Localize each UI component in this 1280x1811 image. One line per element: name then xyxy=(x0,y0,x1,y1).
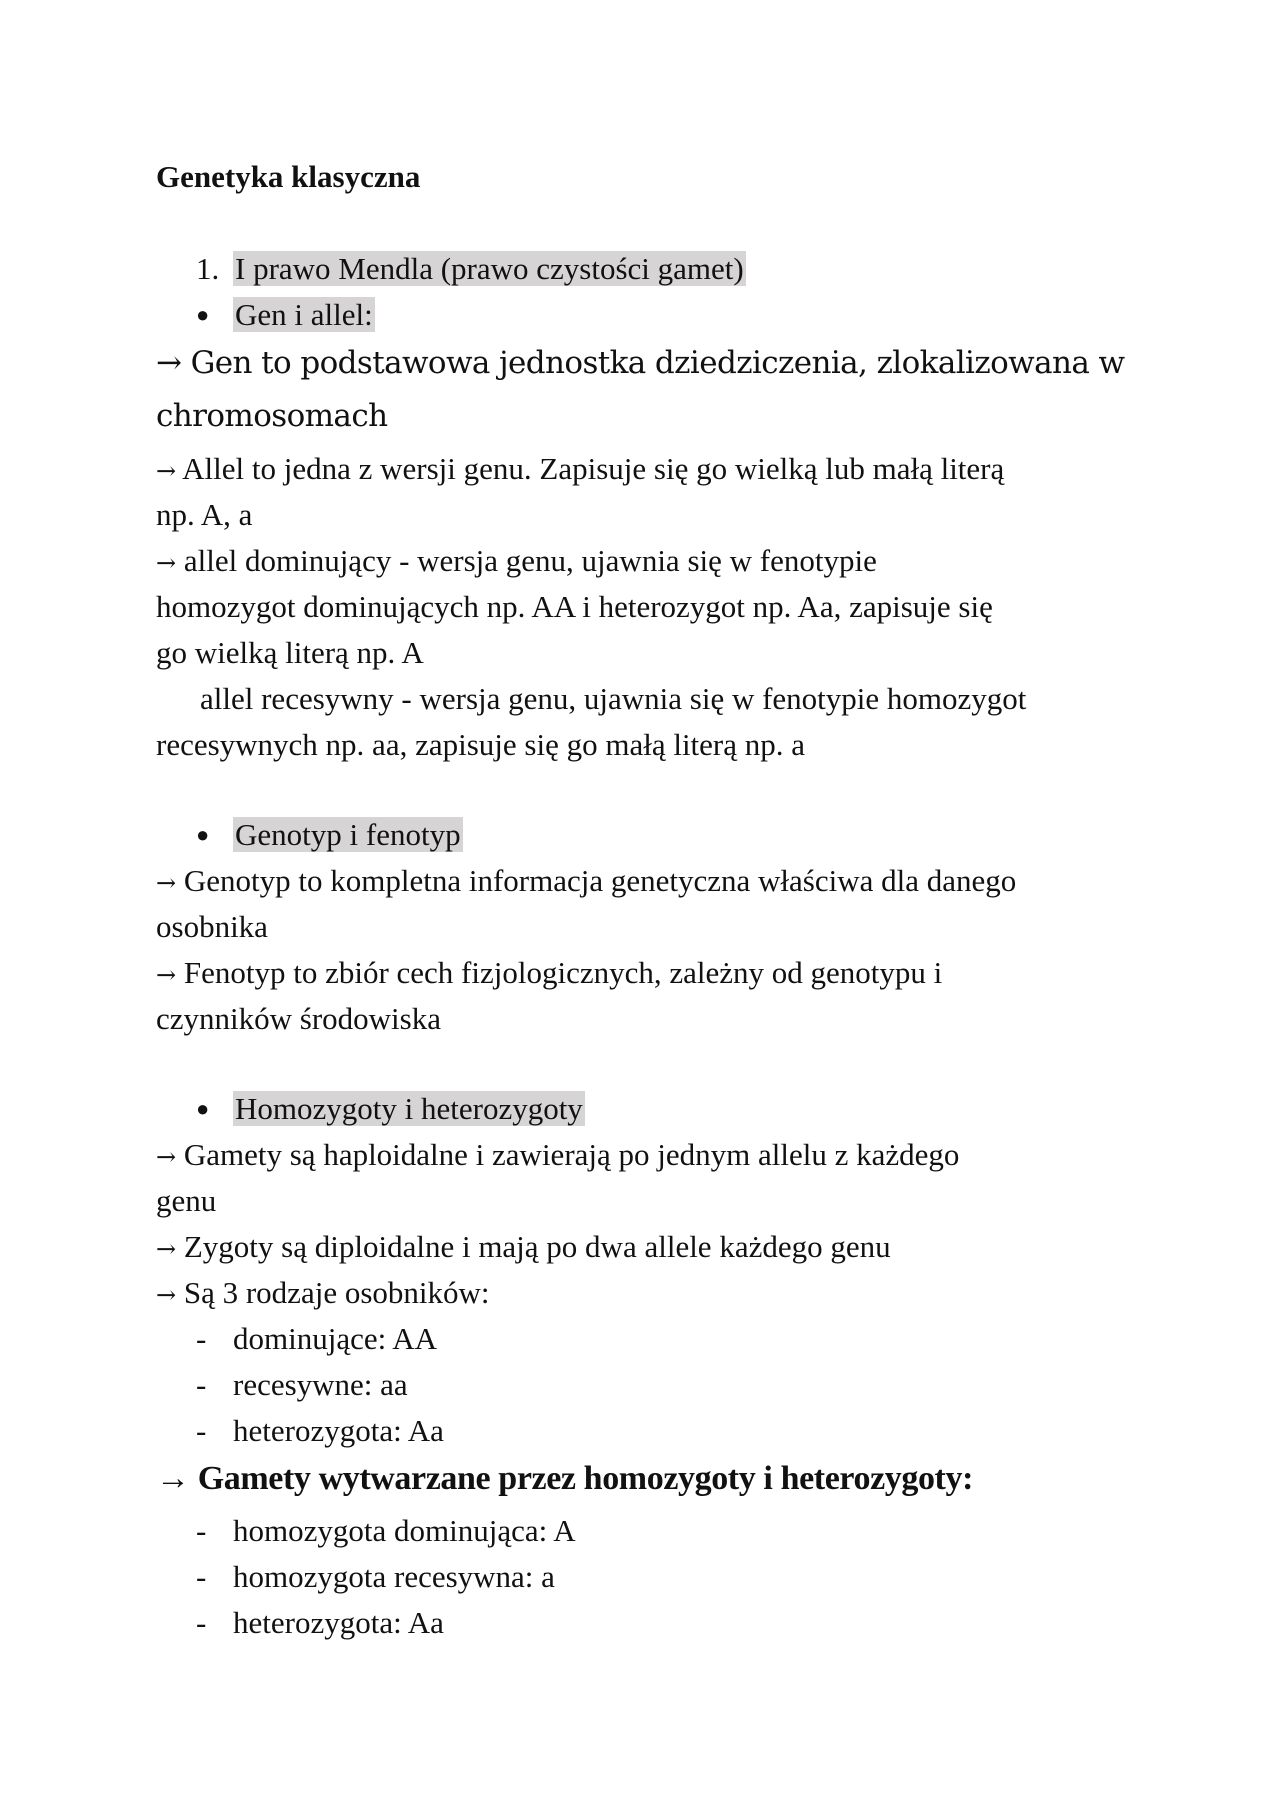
paragraph-line: osobnika xyxy=(156,909,268,944)
text: heterozygota: Aa xyxy=(233,1605,444,1640)
bullet-homozygoty xyxy=(156,1086,1166,1132)
text: heterozygota: Aa xyxy=(233,1413,444,1448)
list-item xyxy=(156,1362,1166,1408)
paragraph-line xyxy=(156,858,1166,906)
text: allel dominujący - wersja genu, ujawnia się w fenotypie xyxy=(183,543,877,578)
paragraph-line xyxy=(156,340,1166,386)
arrow-icon: → xyxy=(156,549,177,577)
dash-marker: - xyxy=(196,1367,207,1402)
bullet-gen-allel xyxy=(156,292,1166,338)
paragraph-line: homozygot dominujących np. AA i heterozygot np. Aa, zapisuje się xyxy=(156,589,993,624)
paragraph-line xyxy=(156,1224,1166,1272)
list-number: 1. xyxy=(196,251,220,286)
dash-marker: - xyxy=(196,1559,207,1594)
section-heading-text: I prawo Mendla (prawo czystości gamet) xyxy=(235,251,744,286)
bullet-icon: ● xyxy=(196,1096,210,1121)
text: Gen to podstawowa jednostka dziedziczenia, zlokalizowana w xyxy=(190,345,1125,381)
arrow-icon: → xyxy=(156,1281,177,1309)
text: homozygota dominująca: A xyxy=(233,1513,576,1548)
text: Gamety wytwarzane przez homozygoty i heterozygoty: xyxy=(197,1460,974,1497)
list-item xyxy=(156,1600,1166,1646)
text: Genotyp to kompletna informacja genetyczna właściwa dla danego xyxy=(183,863,1017,898)
arrow-icon: → xyxy=(156,345,182,381)
dash-marker: - xyxy=(196,1605,207,1640)
paragraph-line xyxy=(156,1270,1166,1318)
arrow-icon: → xyxy=(156,869,177,897)
section-heading-1 xyxy=(156,246,1166,292)
bullet-heading: Homozygoty i heterozygoty xyxy=(235,1091,583,1126)
text: Zygoty są diploidalne i mają po dwa allele każdego genu xyxy=(183,1229,891,1264)
paragraph-line: np. A, a xyxy=(156,497,253,532)
paragraph-line: allel recesywny - wersja genu, ujawnia się w fenotypie homozygot xyxy=(200,681,1027,716)
arrow-icon: → xyxy=(156,1143,177,1171)
text: Są 3 rodzaje osobników: xyxy=(183,1275,490,1310)
text: Allel to jedna z wersji genu. Zapisuje się go wielką lub małą literą xyxy=(182,451,1005,486)
dash-marker: - xyxy=(196,1321,207,1356)
bullet-icon: ● xyxy=(196,822,210,847)
text: recesywne: aa xyxy=(233,1367,408,1402)
arrow-icon: → xyxy=(156,1235,177,1263)
list-item xyxy=(156,1408,1166,1454)
list-item xyxy=(156,1554,1166,1600)
paragraph-line xyxy=(156,538,1166,586)
text: dominujące: AA xyxy=(233,1321,438,1356)
page-title: Genetyka klasyczna xyxy=(156,159,421,194)
dash-marker: - xyxy=(196,1513,207,1548)
paragraph-line xyxy=(156,446,1166,494)
list-item xyxy=(156,1508,1166,1554)
text: homozygota recesywna: a xyxy=(233,1559,555,1594)
subheading xyxy=(156,1456,1166,1502)
paragraph-line xyxy=(156,950,1166,998)
arrow-icon: → xyxy=(156,961,177,989)
arrow-icon: → xyxy=(156,457,177,485)
paragraph-line: czynników środowiska xyxy=(156,1001,441,1036)
paragraph-line xyxy=(156,1132,1166,1180)
dash-marker: - xyxy=(196,1413,207,1448)
text: Fenotyp to zbiór cech fizjologicznych, zależny od genotypu i xyxy=(183,955,943,990)
paragraph-line: recesywnych np. aa, zapisuje się go małą literą np. a xyxy=(156,727,806,762)
paragraph-line: chromosomach xyxy=(156,398,388,434)
arrow-icon: → xyxy=(156,1460,190,1497)
bullet-heading: Gen i allel: xyxy=(235,297,373,332)
list-item xyxy=(156,1316,1166,1362)
paragraph-line: go wielką literą np. A xyxy=(156,635,424,670)
paragraph-line: genu xyxy=(156,1183,217,1218)
bullet-icon: ● xyxy=(196,302,210,327)
bullet-heading: Genotyp i fenotyp xyxy=(235,817,461,852)
text: Gamety są haploidalne i zawierają po jednym allelu z każdego xyxy=(183,1137,960,1172)
bullet-genotyp xyxy=(156,812,1166,858)
